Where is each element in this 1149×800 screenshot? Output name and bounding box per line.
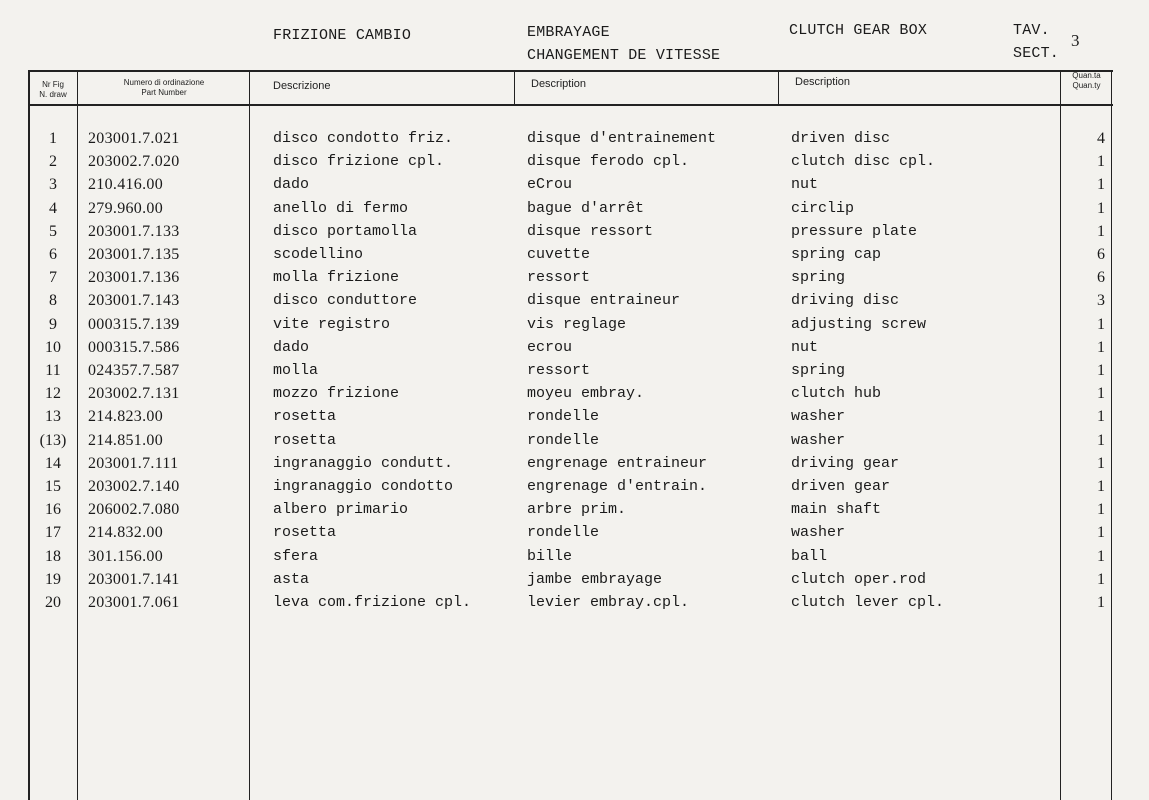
part-number: 210.416.00 bbox=[88, 176, 163, 194]
table-row bbox=[0, 176, 1149, 199]
description-english: nut bbox=[791, 176, 819, 194]
part-number: 203002.7.020 bbox=[88, 153, 180, 171]
col-part-label-1: Numero di ordinazione bbox=[123, 78, 205, 87]
description-english: clutch hub bbox=[791, 385, 882, 403]
description-english: clutch disc cpl. bbox=[791, 153, 936, 171]
quantity: 6 bbox=[1097, 269, 1105, 287]
fig-number: 2 bbox=[49, 153, 57, 171]
col-qty-header bbox=[1062, 71, 1111, 91]
part-number: 000315.7.139 bbox=[88, 315, 180, 333]
description-english: main shaft bbox=[791, 501, 882, 519]
quantity: 1 bbox=[1097, 199, 1105, 217]
description-italian: asta bbox=[273, 570, 310, 588]
fig-number: 3 bbox=[49, 176, 57, 194]
fig-number: 4 bbox=[49, 199, 57, 217]
part-number: 203001.7.021 bbox=[88, 130, 180, 147]
description-italian: mozzo frizione bbox=[273, 385, 400, 403]
title-italian: FRIZIONE CAMBIO bbox=[273, 27, 412, 44]
col-part-header bbox=[79, 78, 249, 98]
quantity: 6 bbox=[1097, 246, 1105, 263]
quantity: 1 bbox=[1097, 222, 1105, 240]
quantity: 1 bbox=[1097, 524, 1105, 542]
fig-number: 8 bbox=[49, 292, 57, 310]
table-row bbox=[0, 594, 1149, 617]
table-row bbox=[0, 455, 1149, 478]
fig-number: 10 bbox=[45, 338, 61, 356]
description-italian: molla frizione bbox=[273, 269, 400, 287]
description-english: washer bbox=[791, 524, 846, 542]
title-english: CLUTCH GEAR BOX bbox=[789, 22, 928, 39]
quantity: 1 bbox=[1097, 385, 1105, 403]
col-nr-label-1: Nr Fig bbox=[42, 80, 64, 89]
title-french-line1: EMBRAYAGE bbox=[527, 24, 610, 41]
sect-label: SECT. bbox=[1013, 45, 1060, 62]
quantity: 1 bbox=[1097, 478, 1105, 495]
part-number: 214.823.00 bbox=[88, 408, 163, 426]
quantity: 1 bbox=[1097, 176, 1105, 194]
quantity: 1 bbox=[1097, 501, 1105, 519]
description-italian: scodellino bbox=[273, 246, 364, 263]
description-english: driving gear bbox=[791, 454, 900, 472]
part-number: 203001.7.143 bbox=[88, 292, 180, 310]
description-french: jambe embrayage bbox=[527, 570, 663, 588]
description-english: spring bbox=[791, 269, 846, 287]
description-italian: disco portamolla bbox=[273, 222, 418, 240]
description-french: moyeu embray. bbox=[527, 385, 645, 403]
description-italian: rosetta bbox=[273, 524, 337, 542]
tav-label: TAV. bbox=[1013, 22, 1050, 39]
fig-number: 20 bbox=[45, 594, 61, 611]
description-italian: anello di fermo bbox=[273, 199, 409, 217]
part-number: 203001.7.136 bbox=[88, 269, 180, 287]
description-french: bille bbox=[527, 547, 573, 565]
quantity: 1 bbox=[1097, 338, 1105, 356]
description-french: cuvette bbox=[527, 246, 591, 263]
part-number: 000315.7.586 bbox=[88, 338, 180, 356]
description-french: vis reglage bbox=[527, 315, 627, 333]
table-row bbox=[0, 362, 1149, 385]
description-english: driving disc bbox=[791, 292, 900, 310]
description-french: ressort bbox=[527, 269, 591, 287]
description-french: disque d'entrainement bbox=[527, 130, 717, 147]
description-english: nut bbox=[791, 338, 819, 356]
description-english: driven disc bbox=[791, 130, 891, 147]
fig-number: 6 bbox=[49, 246, 57, 263]
description-french: disque ressort bbox=[527, 222, 654, 240]
description-french: levier embray.cpl. bbox=[527, 594, 690, 611]
col-desc-fr-header: Description bbox=[531, 78, 587, 90]
col-qty-label-1: Quan.ta bbox=[1072, 71, 1101, 80]
description-italian: albero primario bbox=[273, 501, 409, 519]
description-italian: ingranaggio condutt. bbox=[273, 454, 454, 472]
fig-number: 13 bbox=[45, 408, 61, 426]
description-french: eCrou bbox=[527, 176, 573, 194]
part-number: 203001.7.135 bbox=[88, 246, 180, 263]
table-top-rule bbox=[28, 70, 1113, 72]
fig-number: 14 bbox=[45, 454, 61, 472]
quantity: 1 bbox=[1097, 153, 1105, 171]
description-french: ressort bbox=[527, 362, 591, 379]
description-french: rondelle bbox=[527, 431, 600, 449]
table-row bbox=[0, 478, 1149, 501]
description-italian: sfera bbox=[273, 547, 319, 565]
table-row bbox=[0, 130, 1149, 153]
description-italian: rosetta bbox=[273, 431, 337, 449]
description-italian: disco condotto friz. bbox=[273, 130, 454, 147]
col-desc-en-header: Description bbox=[795, 76, 851, 88]
fig-number: 1 bbox=[49, 130, 57, 147]
table-row bbox=[0, 269, 1149, 292]
col-nr-label-2: N. draw bbox=[39, 90, 67, 99]
description-english: washer bbox=[791, 431, 846, 449]
part-number: 214.851.00 bbox=[88, 431, 163, 449]
description-french: arbre prim. bbox=[527, 501, 627, 519]
description-italian: rosetta bbox=[273, 408, 337, 426]
table-row bbox=[0, 408, 1149, 431]
description-french: engrenage entraineur bbox=[527, 454, 708, 472]
part-number: 279.960.00 bbox=[88, 199, 163, 217]
table-row bbox=[0, 316, 1149, 339]
part-number: 203001.7.141 bbox=[88, 570, 180, 588]
fig-number: 11 bbox=[45, 362, 61, 379]
table-row bbox=[0, 524, 1149, 547]
description-english: washer bbox=[791, 408, 846, 426]
description-italian: disco conduttore bbox=[273, 292, 418, 310]
description-english: ball bbox=[791, 547, 828, 565]
table-row bbox=[0, 501, 1149, 524]
fig-number: 15 bbox=[45, 478, 61, 495]
table-row bbox=[0, 339, 1149, 362]
table-number: 3 bbox=[1071, 31, 1080, 50]
table-row bbox=[0, 292, 1149, 315]
col-part-label-2: Part Number bbox=[141, 88, 187, 97]
quantity: 1 bbox=[1097, 315, 1105, 333]
table-row bbox=[0, 571, 1149, 594]
description-italian: ingranaggio condotto bbox=[273, 478, 454, 495]
description-italian: molla bbox=[273, 362, 319, 379]
description-italian: disco frizione cpl. bbox=[273, 153, 445, 171]
description-french: disque ferodo cpl. bbox=[527, 153, 690, 171]
description-french: ecrou bbox=[527, 338, 573, 356]
description-french: rondelle bbox=[527, 524, 600, 542]
fig-number: (13) bbox=[39, 431, 67, 449]
table-header-rule bbox=[28, 104, 1113, 106]
quantity: 1 bbox=[1097, 570, 1105, 588]
part-number: 203002.7.140 bbox=[88, 478, 180, 495]
description-english: pressure plate bbox=[791, 222, 918, 240]
description-english: clutch oper.rod bbox=[791, 570, 927, 588]
table-row bbox=[0, 153, 1149, 176]
col-qty-label-2: Quan.ty bbox=[1072, 81, 1101, 90]
col-desc-it-header: Descrizione bbox=[273, 80, 331, 92]
description-french: bague d'arrêt bbox=[527, 199, 645, 217]
fig-number: 16 bbox=[45, 501, 61, 519]
description-english: clutch lever cpl. bbox=[791, 594, 945, 611]
table-row bbox=[0, 246, 1149, 269]
table-row bbox=[0, 432, 1149, 455]
quantity: 4 bbox=[1097, 130, 1105, 147]
table-row bbox=[0, 385, 1149, 408]
divider-desc-it-fr bbox=[514, 70, 515, 104]
description-italian: dado bbox=[273, 176, 310, 194]
description-english: spring bbox=[791, 362, 846, 379]
quantity: 1 bbox=[1097, 362, 1105, 379]
quantity: 1 bbox=[1097, 431, 1105, 449]
description-french: rondelle bbox=[527, 408, 600, 426]
quantity: 1 bbox=[1097, 454, 1105, 472]
table-row bbox=[0, 548, 1149, 571]
table-row bbox=[0, 223, 1149, 246]
part-number: 203001.7.111 bbox=[88, 454, 179, 472]
quantity: 1 bbox=[1097, 408, 1105, 426]
part-number: 203001.7.061 bbox=[88, 594, 180, 611]
description-italian: leva com.frizione cpl. bbox=[273, 594, 472, 611]
quantity: 1 bbox=[1097, 594, 1105, 611]
fig-number: 12 bbox=[45, 385, 61, 403]
divider-desc-fr-en bbox=[778, 70, 779, 104]
table-row bbox=[0, 200, 1149, 223]
fig-number: 17 bbox=[45, 524, 61, 542]
title-french-line2: CHANGEMENT DE VITESSE bbox=[527, 47, 721, 64]
quantity: 3 bbox=[1097, 292, 1105, 310]
description-french: engrenage d'entrain. bbox=[527, 478, 708, 495]
fig-number: 7 bbox=[49, 269, 57, 287]
part-number: 206002.7.080 bbox=[88, 501, 180, 519]
description-italian: dado bbox=[273, 338, 310, 356]
description-english: spring cap bbox=[791, 246, 882, 263]
description-english: driven gear bbox=[791, 478, 891, 495]
description-english: adjusting screw bbox=[791, 315, 927, 333]
part-number: 203001.7.133 bbox=[88, 222, 180, 240]
description-french: disque entraineur bbox=[527, 292, 681, 310]
fig-number: 5 bbox=[49, 222, 57, 240]
fig-number: 19 bbox=[45, 570, 61, 588]
description-english: circlip bbox=[791, 199, 855, 217]
quantity: 1 bbox=[1097, 547, 1105, 565]
col-nr-header bbox=[29, 80, 77, 100]
part-number: 024357.7.587 bbox=[88, 362, 180, 379]
description-italian: vite registro bbox=[273, 315, 391, 333]
part-number: 214.832.00 bbox=[88, 524, 163, 542]
part-number: 301.156.00 bbox=[88, 547, 163, 565]
part-number: 203002.7.131 bbox=[88, 385, 180, 403]
fig-number: 9 bbox=[49, 315, 57, 333]
fig-number: 18 bbox=[45, 547, 61, 565]
